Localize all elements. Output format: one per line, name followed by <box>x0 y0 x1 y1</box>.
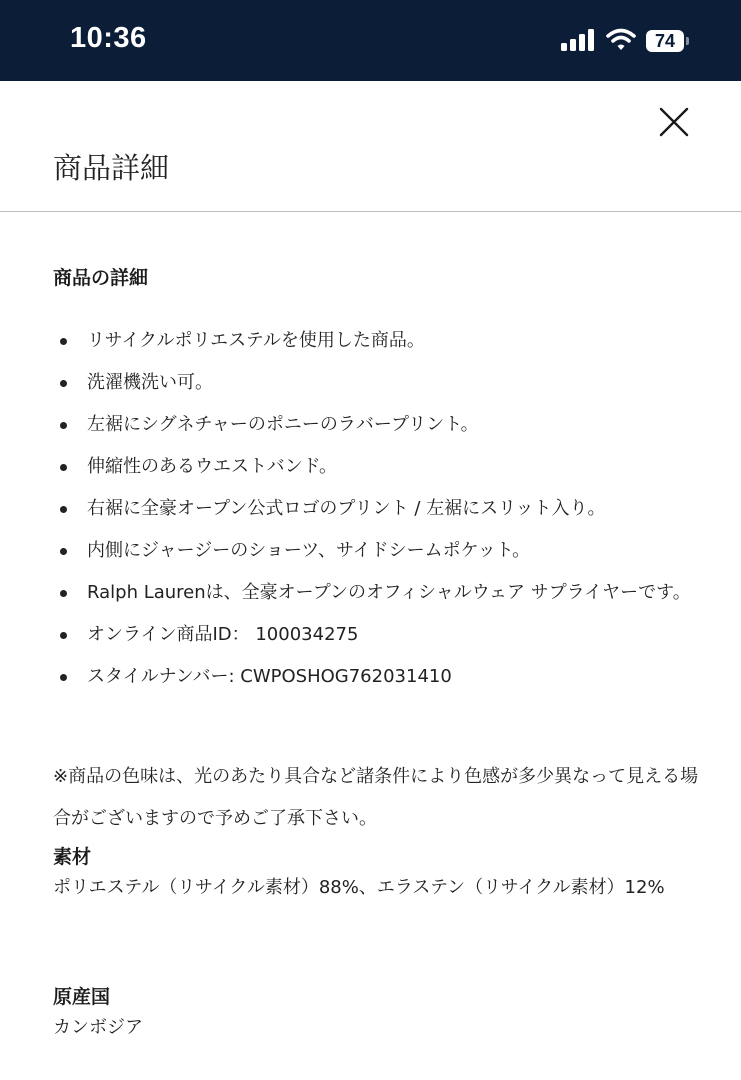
battery-level: 74 <box>654 31 676 51</box>
signal-icon <box>561 28 595 52</box>
list-item: オンライン商品ID： 100034275 <box>53 614 703 656</box>
list-item: Ralph Laurenは、全豪オープンのオフィシャルウェア サプライヤーです。 <box>53 572 703 614</box>
wifi-icon <box>606 28 636 52</box>
origin-text: カンボジア <box>53 1017 143 1038</box>
details-heading: 商品の詳細 <box>53 267 149 289</box>
material-heading: 素材 <box>53 846 92 868</box>
list-item: スタイルナンバー: CWPOSHOG762031410 <box>53 656 703 698</box>
details-list <box>53 320 703 698</box>
color-disclaimer: ※商品の色味は、光のあたり具合など諸条件により色感が多少異なって見える場合がございますので予めご了承下さい。 <box>53 766 699 829</box>
header-divider <box>0 211 741 212</box>
list-item: 右裾に全豪オープン公式ロゴのプリント / 左裾にスリット入り。 <box>53 488 703 530</box>
list-item: 左裾にシグネチャーのポニーのラバープリント。 <box>53 404 703 446</box>
battery-icon <box>646 30 684 52</box>
origin-heading: 原産国 <box>53 986 111 1008</box>
list-item: 洗濯機洗い可。 <box>53 362 703 404</box>
list-item: リサイクルポリエステルを使用した商品。 <box>53 320 703 362</box>
status-time: 10:36 <box>70 22 147 54</box>
page-title: 商品詳細 <box>53 151 170 185</box>
list-item: 伸縮性のあるウエストバンド。 <box>53 446 703 488</box>
list-item: 内側にジャージーのショーツ、サイドシームポケット。 <box>53 530 703 572</box>
close-icon[interactable] <box>656 104 692 140</box>
material-text: ポリエステル（リサイクル素材）88%、エラステン（リサイクル素材）12% <box>53 877 665 898</box>
battery-nub <box>686 37 689 45</box>
status-bar <box>0 0 741 81</box>
